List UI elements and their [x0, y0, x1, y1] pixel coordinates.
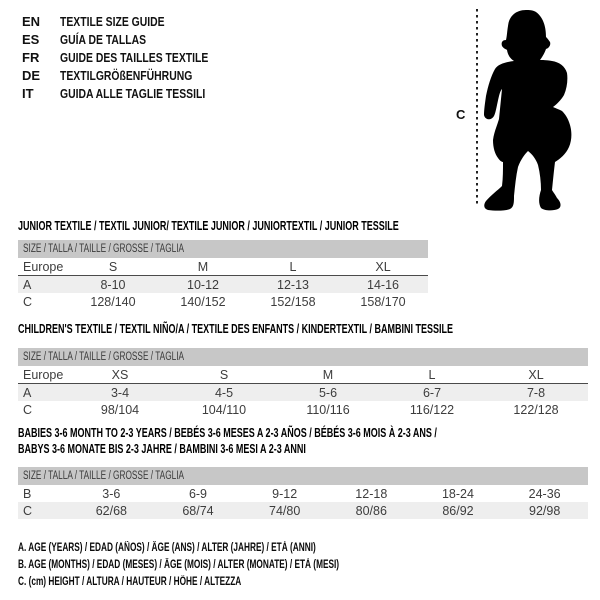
language-item: [22, 13, 245, 31]
table-row: [18, 485, 588, 502]
table-title-line: JUNIOR TEXTILE / TEXTIL JUNIOR/ TEXTILE JUNIOR / JUNIORTEXTIL / JUNIOR TESSILE: [18, 219, 399, 233]
size-value: 12-18: [355, 486, 388, 501]
size-value: 98/104: [100, 402, 140, 417]
table-size-header: [18, 467, 588, 485]
language-label: GUÍA DE TALLAS: [60, 32, 147, 47]
size-value: L: [380, 366, 484, 384]
table-row: [18, 276, 428, 294]
size-value: 12-13: [248, 276, 338, 294]
size-value: XS: [68, 366, 172, 384]
row-label: C: [23, 294, 33, 309]
table-title: [18, 321, 600, 337]
size-value: 5-6: [276, 384, 380, 402]
footnote: C. (cm) HEIGHT / ALTURA / HAUTEUR / HÖHE / ALTEZZA: [18, 576, 242, 588]
size-table-junior: [18, 240, 428, 310]
size-value: 68/74: [155, 502, 242, 519]
height-measure-line: [476, 9, 478, 207]
size-value: M: [158, 258, 248, 276]
table-row: [18, 258, 428, 276]
table-header-row: [18, 240, 428, 258]
baby-silhouette-icon: [480, 4, 580, 214]
table-row: [18, 502, 588, 519]
size-value: 122/128: [513, 402, 559, 417]
size-value: 3-4: [68, 384, 172, 402]
footnote: A. AGE (YEARS) / EDAD (AÑOS) / ÂGE (ANS) / ALTER (JAHRE) / ETÀ (ANNI): [18, 542, 316, 554]
table-title: [18, 218, 547, 234]
table-size-header: [18, 348, 588, 366]
table-title: [18, 425, 600, 457]
size-value: 140/152: [180, 294, 226, 309]
size-value: 4-5: [172, 384, 276, 402]
size-value: 24-36: [528, 486, 561, 501]
table-size-header-text: SIZE / TALLA / TAILLE / GRÖSSE / TAGLIA: [23, 470, 185, 482]
language-item: [22, 67, 245, 85]
row-label: C: [23, 402, 33, 417]
size-value: XL: [484, 366, 588, 384]
size-value: 116/122: [409, 402, 455, 417]
table-size-header-text: SIZE / TALLA / TAILLE / GRÖSSE / TAGLIA: [23, 351, 185, 363]
row-label: A: [18, 276, 68, 294]
table-title-line: CHILDREN'S TEXTILE / TEXTIL NIÑO/A / TEXTILE DES ENFANTS / KINDERTEXTIL / BAMBINI TESSILE: [18, 322, 454, 336]
size-value: 104/110: [201, 402, 247, 417]
language-label: GUIDE DES TAILLES TEXTILE: [60, 50, 209, 65]
table-size-header: [18, 240, 428, 258]
size-value: 158/170: [360, 294, 406, 309]
size-value: 80/86: [328, 502, 415, 519]
language-code: ES: [22, 32, 40, 47]
table-row: [18, 384, 588, 402]
size-value: 6-9: [188, 486, 208, 501]
size-value: M: [276, 366, 380, 384]
size-value: 62/68: [68, 502, 155, 519]
table-size-header-text: SIZE / TALLA / TAILLE / GRÖSSE / TAGLIA: [23, 243, 185, 255]
size-value: 18-24: [441, 486, 474, 501]
language-label: GUIDA ALLE TAGLIE TESSILI: [60, 86, 206, 101]
height-measure-label: C: [456, 107, 466, 122]
language-list: [22, 13, 245, 103]
footnote: B. AGE (MONTHS) / EDAD (MESES) / ÂGE (MOIS) / ALTER (MONATE) / ETÀ (MESI): [18, 559, 340, 571]
size-value: 9-12: [272, 486, 298, 501]
size-value: 7-8: [484, 384, 588, 402]
language-item: [22, 49, 245, 67]
language-code: EN: [22, 14, 41, 29]
size-value: 128/140: [90, 294, 136, 309]
language-code: IT: [22, 86, 34, 101]
size-value: S: [68, 258, 158, 276]
table-row: [18, 366, 588, 384]
size-value: S: [172, 366, 276, 384]
table-row: [18, 401, 588, 418]
size-value: 92/98: [501, 502, 588, 519]
language-label: TEXTILGRÖßENFÜHRUNG: [60, 68, 193, 83]
language-label: TEXTILE SIZE GUIDE: [60, 14, 165, 29]
size-value: 110/116: [306, 402, 350, 417]
table-header-row: [18, 348, 588, 366]
size-value: 10-12: [158, 276, 248, 294]
table-title-line: BABYS 3-6 MONATE BIS 2-3 JAHRE / BAMBINI 3-6 MESI A 2-3 ANNI: [18, 442, 306, 456]
size-value: 152/158: [270, 294, 316, 309]
size-value: 3-6: [102, 486, 121, 501]
size-table-children: [18, 348, 588, 418]
size-value: 14-16: [338, 276, 428, 294]
row-label: Europe: [18, 258, 68, 276]
language-item: [22, 31, 245, 49]
size-table-babies: [18, 467, 588, 519]
size-value: 74/80: [241, 502, 328, 519]
language-code: DE: [22, 68, 41, 83]
footnotes: [18, 540, 464, 591]
size-value: 8-10: [68, 276, 158, 294]
row-label: Europe: [18, 366, 68, 384]
table-title-line: BABIES 3-6 MONTH TO 2-3 YEARS / BEBÉS 3-6 MESES A 2-3 AÑOS / BÉBÉS 3-6 MOIS À 2-3 ANS /: [18, 426, 437, 440]
row-label: B: [23, 486, 32, 501]
size-value: L: [248, 258, 338, 276]
table-row: [18, 293, 428, 310]
row-label: C: [18, 502, 68, 519]
size-value: 6-7: [380, 384, 484, 402]
table-header-row: [18, 467, 588, 485]
row-label: A: [18, 384, 68, 402]
size-value: 86/92: [415, 502, 502, 519]
size-value: XL: [338, 258, 428, 276]
language-item: [22, 85, 245, 103]
language-code: FR: [22, 50, 40, 65]
